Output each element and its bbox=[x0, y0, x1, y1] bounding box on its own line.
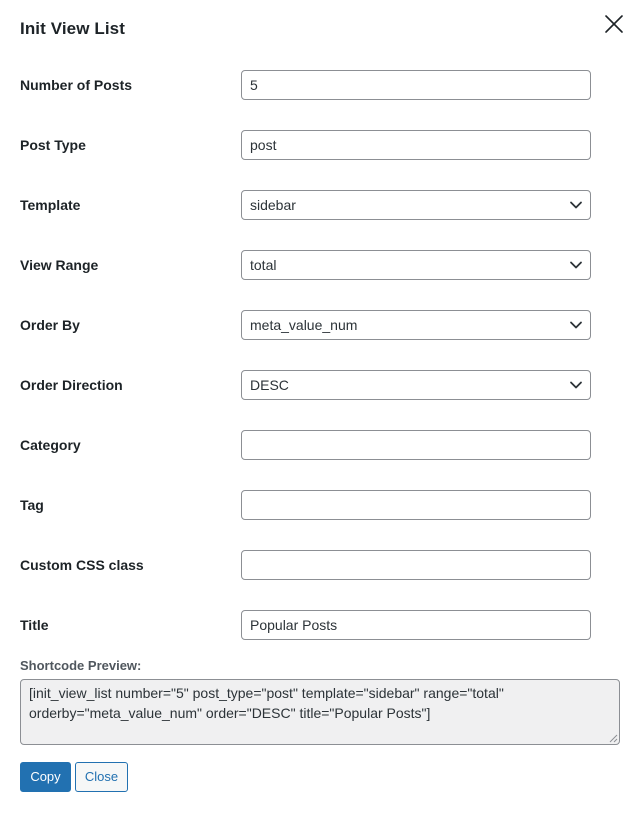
shortcode-preview-label: Shortcode Preview: bbox=[20, 658, 142, 673]
number-of-posts-label: Number of Posts bbox=[20, 77, 133, 93]
post-type-row bbox=[0, 130, 640, 160]
template-select[interactable] bbox=[241, 190, 591, 220]
custom-css-class-input[interactable] bbox=[241, 550, 591, 580]
order-by-row bbox=[0, 310, 640, 340]
order-direction-select[interactable] bbox=[241, 370, 591, 400]
order-direction-row bbox=[0, 370, 640, 400]
template-label: Template bbox=[20, 197, 81, 213]
category-label: Category bbox=[20, 437, 81, 453]
custom-css-class-label: Custom CSS class bbox=[20, 557, 144, 573]
custom-css-class-row bbox=[0, 550, 640, 580]
tag-label: Tag bbox=[20, 497, 44, 513]
category-input[interactable] bbox=[241, 430, 591, 460]
title-input[interactable] bbox=[241, 610, 591, 640]
template-selected-value: sidebar bbox=[250, 197, 296, 213]
number-of-posts-row bbox=[0, 70, 640, 100]
title-row bbox=[0, 610, 640, 640]
post-type-label: Post Type bbox=[20, 137, 86, 153]
dialog-title: Init View List bbox=[20, 19, 125, 38]
shortcode-preview-textarea[interactable] bbox=[20, 679, 620, 745]
view-range-label: View Range bbox=[20, 257, 99, 273]
close-icon[interactable] bbox=[601, 11, 627, 37]
category-row bbox=[0, 430, 640, 460]
post-type-input[interactable] bbox=[241, 130, 591, 160]
tag-row bbox=[0, 490, 640, 520]
chevron-down-icon bbox=[569, 380, 583, 390]
resize-grip-icon[interactable] bbox=[609, 734, 618, 743]
order-by-select[interactable] bbox=[241, 310, 591, 340]
view-range-selected-value: total bbox=[250, 257, 277, 273]
number-of-posts-input[interactable] bbox=[241, 70, 591, 100]
chevron-down-icon bbox=[569, 260, 583, 270]
title-label: Title bbox=[20, 617, 49, 633]
template-row bbox=[0, 190, 640, 220]
order-direction-selected-value: DESC bbox=[250, 377, 289, 393]
order-by-label: Order By bbox=[20, 317, 80, 333]
order-by-selected-value: meta_value_num bbox=[250, 317, 358, 333]
copy-button[interactable]: Copy bbox=[20, 762, 71, 792]
view-range-row bbox=[0, 250, 640, 280]
close-button[interactable]: Close bbox=[75, 762, 128, 792]
chevron-down-icon bbox=[569, 320, 583, 330]
order-direction-label: Order Direction bbox=[20, 377, 123, 393]
tag-input[interactable] bbox=[241, 490, 591, 520]
shortcode-preview-text: [init_view_list number="5" post_type="post" template="sidebar" range="total" orderby="meta_value_num" order="DESC" title="Popular Posts"] bbox=[29, 685, 504, 721]
view-range-select[interactable] bbox=[241, 250, 591, 280]
chevron-down-icon bbox=[569, 200, 583, 210]
